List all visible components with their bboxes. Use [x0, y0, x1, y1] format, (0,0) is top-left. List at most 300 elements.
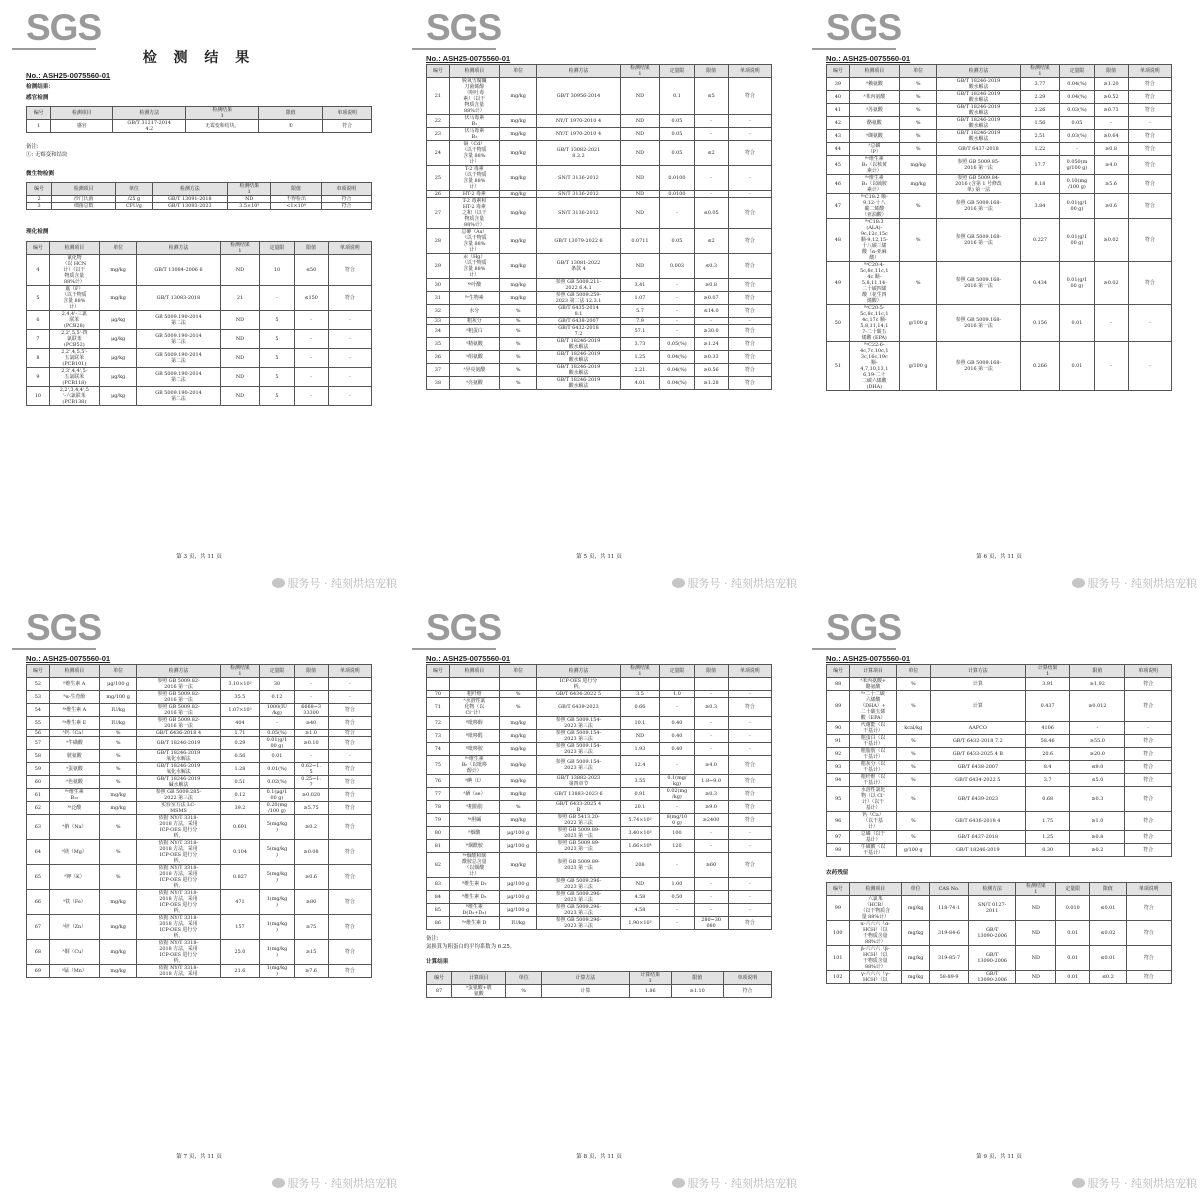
table-cell: 25.0	[220, 940, 260, 965]
table-cell: ≥0.2	[1070, 844, 1125, 857]
table-cell: ≥0.8	[1094, 143, 1128, 156]
table-cell: ᴬ粗蛋白	[449, 325, 499, 338]
table-row	[427, 115, 772, 128]
table-cell: 0.050(m g/100 g)	[1060, 156, 1094, 175]
results-table	[426, 64, 772, 390]
table-cell: 1.56	[1020, 117, 1060, 130]
table-cell: -	[328, 368, 371, 387]
table-row	[827, 896, 1172, 921]
table-cell: 7.9	[620, 318, 660, 325]
table-cell: -	[694, 827, 728, 840]
table-cell: SN/T 0127- 2011	[968, 896, 1016, 921]
column-header: 单项说明	[1126, 883, 1171, 896]
table-cell: 符合	[1125, 774, 1172, 787]
column-header: 编号	[827, 883, 850, 896]
table-row	[27, 750, 372, 763]
table-row	[827, 143, 1172, 156]
table-cell: ND	[620, 141, 660, 166]
table-row	[427, 305, 772, 318]
table-row	[27, 387, 372, 406]
table-row	[427, 853, 772, 878]
table-cell: 96	[827, 812, 850, 831]
table-cell: 85	[427, 904, 450, 917]
table-header-row	[427, 972, 772, 985]
logo-underline	[12, 48, 96, 50]
table-cell: 符合	[328, 286, 371, 311]
table-cell: 1.25	[620, 351, 660, 364]
table-cell: GB 5009.190-2014 第二法	[137, 349, 220, 368]
table-row	[827, 156, 1172, 175]
table-cell: mg/kg	[499, 78, 537, 115]
table-cell: 49	[827, 262, 850, 305]
table-row	[827, 761, 1172, 774]
table-cell: ND	[220, 255, 260, 286]
table-cell: -	[660, 904, 694, 917]
table-cell: 3.7	[1025, 774, 1069, 787]
page-footer: 第 5 页，共 11 页	[576, 554, 622, 560]
table-cell: -	[294, 691, 328, 704]
table-cell: GB/T 13081-2022 条款 4	[537, 254, 620, 279]
table-cell: ND	[220, 387, 260, 406]
table-cell: ᴬ精氨酸	[449, 338, 499, 351]
column-header: 单位	[99, 242, 137, 255]
table-cell: ND	[220, 368, 260, 387]
table-cell: IU/kg	[99, 704, 137, 717]
table-cell: %	[99, 840, 137, 865]
table-cell: 参照 GB 5009.89- 2023 第一法	[537, 840, 620, 853]
table-cell: AAFCO	[930, 722, 1025, 735]
table-cell: CFU/g	[116, 203, 153, 210]
table-cell: 66	[27, 890, 50, 915]
table-row	[427, 814, 772, 827]
table-cell: ≥0.64	[1094, 130, 1128, 143]
table-cell: μg/kg	[99, 368, 137, 387]
table-cell: 符合	[1128, 219, 1171, 262]
table-cell: ≤0.3	[694, 254, 728, 279]
table-cell: ≥0.3	[1070, 787, 1125, 812]
table-cell: 符合	[328, 763, 371, 776]
table-cell: 符合	[728, 338, 771, 351]
table-row	[27, 940, 372, 965]
table-cell: T-2 毒素和 HT-2 毒素 之和（以干 物质含量 88%计）	[449, 198, 499, 229]
table-cell: 脱氧雪腐镰 刀菌烯醇 （呕吐毒 素）（以干 物质含量 88%计）	[449, 78, 499, 115]
table-cell: mg/kg	[99, 802, 137, 815]
table-cell: mg/kg	[499, 254, 537, 279]
table-cell: 58	[27, 750, 50, 763]
table-cell: %	[899, 194, 937, 219]
table-cell: 符合	[728, 254, 771, 279]
table-cell: mg/kg	[499, 166, 537, 191]
table-cell: -	[728, 904, 771, 917]
table-row	[27, 330, 372, 349]
table-row	[427, 78, 772, 115]
table-cell: 0.01(%)	[260, 763, 294, 776]
table-cell: 157	[220, 915, 260, 940]
table-cell: 0.56	[220, 750, 260, 763]
table-cell: 代谢能（以 干基计）	[850, 722, 897, 735]
wechat-icon	[672, 1178, 685, 1188]
table-cell: mg/kg	[99, 890, 137, 915]
watermark-text: 服务号 · 纯刻烘焙宠粮	[287, 1177, 397, 1190]
table-cell: ≥0.012	[1070, 691, 1125, 722]
table-cell: -	[694, 166, 728, 191]
table-cell: 2.26	[1020, 104, 1060, 117]
table-cell: GB/T 18246-2019 酸水解法	[937, 117, 1020, 130]
table-cell: GB/T 18246-2019 酸水解法	[537, 377, 620, 390]
table-cell: 118-74-1	[930, 896, 969, 921]
table-cell: 参照 GB 5009.85- 2016 第一法	[937, 156, 1020, 175]
table-cell: 0.01	[1060, 342, 1094, 391]
table-cell: 48	[827, 219, 850, 262]
table-cell: 0.91	[620, 788, 660, 801]
table-cell: 符合	[1126, 921, 1171, 946]
table-cell: ᴿˢ维生素 E	[49, 717, 99, 730]
table-row	[827, 262, 1172, 305]
table-cell: GB/T 18246-2019 酸水解法	[937, 91, 1020, 104]
column-header: 单位	[896, 665, 930, 678]
table-cell: ≤0.02	[1090, 921, 1126, 946]
column-header: 单项说明	[728, 665, 771, 678]
table-cell: 3.55	[620, 775, 660, 788]
table-cell: 参照 GB 5009.89- 2023 第一法	[537, 853, 620, 878]
table-cell: %	[899, 117, 937, 130]
table-cell: ≥0.020	[294, 789, 328, 802]
table-row	[827, 748, 1172, 761]
table-cell: 33	[427, 318, 450, 325]
table-cell: ≤2	[694, 141, 728, 166]
column-header: 限值	[1070, 665, 1125, 678]
table-cell: GB/T 6436-2018 4	[137, 730, 220, 737]
table-cell: mg/kg	[901, 946, 929, 971]
table-cell: 氰化物 （以 HCN 计）（以干 物质含量 88%计）	[49, 255, 99, 286]
table-cell: mg/kg	[499, 292, 537, 305]
table-cell: GB/T 13084-2006 6	[137, 255, 220, 286]
table-cell: 0.437	[1025, 691, 1069, 722]
column-header: 限值	[1094, 65, 1128, 78]
table-cell: 1.22	[1020, 143, 1060, 156]
table-cell: 3.84	[1020, 194, 1060, 219]
table-cell: 0.01(g/1 00 g)	[1060, 194, 1094, 219]
watermark	[672, 575, 798, 591]
table-cell: 37	[427, 364, 450, 377]
table-cell: 97	[827, 831, 850, 844]
table-cell: 21	[427, 78, 450, 115]
column-header: 计算结果 1	[629, 972, 671, 985]
page-footer: 第 3 页，共 11 页	[176, 554, 222, 560]
table-cell: ᴿˢC20:5- 5c,8c,11c,1 4c,17c 顺- 5,8,11,14,1 7-二十碳五 烯酸 (EPA)	[849, 305, 899, 342]
table-cell: 20.6	[1025, 748, 1069, 761]
sgs-logo: SGS	[826, 607, 902, 648]
column-header: 检测结果 1	[228, 183, 271, 196]
table-cell: mg/kg	[901, 896, 929, 921]
logo-underline	[12, 648, 96, 650]
table-cell: 60	[27, 776, 50, 789]
table-row	[827, 342, 1172, 391]
table-cell: 63	[27, 815, 50, 840]
table-cell: 5	[260, 349, 294, 368]
table-row	[427, 377, 772, 390]
column-header: 检测结果 1	[220, 665, 260, 678]
table-cell: ≥60	[694, 853, 728, 878]
table-cell: ᴬ色氨酸	[49, 776, 99, 789]
table-cell: ᴿˢ二十二碳 六烯酸 （DHA）+ 二十碳五烯 酸（EPA）	[850, 691, 897, 722]
table-cell: -	[294, 349, 328, 368]
table-cell: ᴿˢ维生素 B₂（以核黄 素计）	[849, 156, 899, 175]
table-cell: %	[899, 143, 937, 156]
table-cell: 51	[827, 342, 850, 391]
table-cell: %	[899, 219, 937, 262]
table-cell: mg/kg	[499, 788, 537, 801]
table-cell: 92	[827, 748, 850, 761]
table-cell: 符合	[728, 351, 771, 364]
table-row	[427, 698, 772, 717]
column-header: 单项说明	[323, 107, 372, 120]
table-cell: 0.68	[1025, 787, 1069, 812]
table-cell: μg/kg	[99, 311, 137, 330]
table-cell: 34	[427, 325, 450, 338]
table-cell: ≤0.01	[1090, 946, 1126, 971]
table-cell: ᴬ铁（Fe）	[49, 890, 99, 915]
table-cell: 3.5×10³	[228, 203, 271, 210]
column-header: 定量限	[260, 242, 294, 255]
table-cell: mg/kg	[499, 229, 537, 254]
table-cell: ≥2400	[694, 814, 728, 827]
table-cell: mg/kg	[901, 921, 929, 946]
column-header: 计算项目	[452, 972, 506, 985]
column-header: 限值	[271, 183, 321, 196]
column-header: 检测结果 1	[220, 242, 260, 255]
table-cell: -	[728, 717, 771, 730]
table-cell: -	[1094, 342, 1128, 391]
table-cell: GB/T 18246-2019 氧化水解法	[137, 763, 220, 776]
table-cell: -	[328, 750, 371, 763]
table-cell: %	[99, 730, 137, 737]
column-header: 计算方法	[930, 665, 1025, 678]
table-cell: -	[328, 691, 371, 704]
table-cell: GB/T 6434-2022 5	[537, 691, 620, 698]
sgs-logo: SGS	[826, 7, 902, 48]
page-panel-5	[400, 0, 800, 600]
table-cell: ≤0.05	[694, 198, 728, 229]
table-cell: 27	[427, 198, 450, 229]
column-header: 检测项目	[49, 242, 99, 255]
column-header: 检测方法	[113, 107, 186, 120]
table-cell: ᴬ异亮氨酸	[449, 364, 499, 377]
table-cell: ≤5.0	[1070, 774, 1125, 787]
table-row	[827, 691, 1172, 722]
table-cell: 21	[220, 286, 260, 311]
table-cell: ᴬ赖氨酸	[849, 78, 899, 91]
column-header: 单项说明	[728, 65, 771, 78]
table-cell: 符合	[1128, 78, 1171, 91]
column-header: 单位	[499, 665, 537, 678]
table-cell: 5	[27, 286, 50, 311]
table-cell: 94	[827, 774, 850, 787]
table-cell: 2.21	[620, 364, 660, 377]
table-row	[27, 255, 372, 286]
table-row	[427, 128, 772, 141]
table-cell: ᴿˢC18:3 (ALA)- 9c,12c,15c 顺-9,12,15- 十八碳三烯 酸（α-亚麻 酸）	[849, 219, 899, 262]
table-cell: 六氯苯 （HCB） （以干物质含 量 88%计）	[849, 896, 901, 921]
table-cell: 35	[427, 338, 450, 351]
table-cell: ᴬ蛋氨酸+胱 氨酸	[452, 985, 506, 998]
table-cell: 参照 GB 5009.259- 2023 第二法 12.3.1	[537, 292, 620, 305]
table-row	[27, 311, 372, 330]
table-cell: 1.75	[1025, 812, 1069, 831]
table-header-row	[827, 665, 1172, 678]
table-cell: 471	[220, 890, 260, 915]
table-row	[27, 368, 372, 387]
column-header: 编号	[27, 107, 51, 120]
table-cell: 41	[827, 104, 850, 117]
table-cell: 0.03(%)	[1060, 104, 1094, 117]
watermark	[1072, 575, 1198, 591]
table-cell: 符合	[1126, 971, 1171, 984]
table-cell: 1.25	[1025, 831, 1069, 844]
table-cell: 参照 GB 5009.296- 2023 第三法	[537, 891, 620, 904]
table-cell: 0.04(%)	[1060, 91, 1094, 104]
table-cell: 符合	[1125, 735, 1172, 748]
table-cell: %	[506, 985, 542, 998]
table-cell: HT-2 毒素	[449, 191, 499, 198]
table-cell: GB/T 18246-2019 酸水解法	[537, 338, 620, 351]
table-row	[27, 730, 372, 737]
table-cell: GB/T 13090-2006	[968, 946, 1016, 971]
table-cell: 符合	[1125, 787, 1172, 812]
calc-table	[826, 664, 1172, 857]
table-cell: GB/T 18246-2019 酸水解法	[937, 130, 1020, 143]
table-cell: 粗纤维（以 干基计）	[850, 774, 897, 787]
table-cell: ≥0.8	[694, 279, 728, 292]
table-cell: -	[660, 801, 694, 814]
table-cell: -	[1060, 143, 1094, 156]
table-cell: 符合	[328, 776, 371, 789]
table-row	[27, 737, 372, 750]
table-cell: mg/kg	[899, 175, 937, 194]
table-row	[427, 279, 772, 292]
sgs-logo: SGS	[426, 7, 502, 48]
table-cell: ≥0.02	[1094, 219, 1128, 262]
table-cell: 5	[260, 387, 294, 406]
table-cell: 88	[827, 678, 850, 691]
table-row	[427, 904, 772, 917]
table-cell: GB/T 6439-2023	[930, 787, 1025, 812]
table-cell: ᴬ锌（Zn）	[49, 915, 99, 940]
page-panel-8	[400, 600, 800, 1200]
column-header: 编号	[427, 65, 450, 78]
column-header: 单位	[99, 665, 137, 678]
table-cell: 计算	[930, 678, 1025, 691]
table-cell: %	[99, 763, 137, 776]
table-cell: -	[660, 305, 694, 318]
table-header-row	[427, 665, 772, 678]
table-row	[827, 946, 1172, 971]
table-cell: NY/T 1970-2010 4	[537, 115, 620, 128]
table-cell: 0.12	[220, 789, 260, 802]
table-cell: 参照 GB 5009.82- 2016 第一法	[137, 691, 220, 704]
table-cell: 2	[27, 196, 52, 203]
table-cell: 64	[27, 840, 50, 865]
table-cell: -	[694, 318, 728, 325]
table-cell: α-六六六（α- HCH）（以 干物质含量 88%计）	[849, 921, 901, 946]
table-cell: 计算	[541, 985, 629, 998]
table-cell: ᴬ苯丙氨酸+ 酪氨酸	[850, 678, 897, 691]
table-row	[27, 840, 372, 865]
table-cell: -	[660, 853, 694, 878]
table-row	[827, 219, 1172, 262]
table-cell: 2,2',4,5,5'- 五氯联苯 (PCB101)	[49, 349, 99, 368]
column-header: 计算项目	[850, 665, 897, 678]
table-cell: μg/100 g	[499, 904, 537, 917]
table-cell: 39.2	[220, 802, 260, 815]
table-cell: 3.10×10³	[220, 678, 260, 691]
table-row	[27, 203, 372, 210]
table-cell: 镉（Cd） （以干物质 含量 88% 计）	[449, 141, 499, 166]
table-cell: 参照 GB 5009.168- 2016 第一法	[937, 194, 1020, 219]
table-cell: 符合	[1128, 104, 1171, 117]
table-cell: 总磷（以干 基计）	[850, 831, 897, 844]
table-cell: 符合	[1125, 812, 1172, 831]
table-cell: ᴿˢC20:4- 5c,8c,11c,1 4c 顺- 5,8,11,14- 二十碳四烯 酸（花生四 烯酸）	[849, 262, 899, 305]
table-cell: -	[728, 128, 771, 141]
table-row	[27, 915, 372, 940]
table-cell: 74	[427, 743, 450, 756]
table-cell: 89	[827, 691, 850, 722]
table-cell: 符合	[1128, 143, 1171, 156]
table-cell: 78	[427, 801, 450, 814]
table-cell: ND	[1016, 921, 1056, 946]
watermark-text: 服务号 · 纯刻烘焙宠粮	[1087, 577, 1197, 590]
table-cell: 符合	[1125, 748, 1172, 761]
column-header: 单位	[899, 65, 937, 78]
table-cell: 1.71	[220, 730, 260, 737]
table-cell: ≤2	[694, 229, 728, 254]
table-cell: 0.05	[660, 128, 694, 141]
table-cell: 82	[427, 853, 450, 878]
table-row	[27, 865, 372, 890]
table-row	[27, 120, 372, 133]
table-cell: -	[328, 330, 371, 349]
table-cell: ND	[620, 878, 660, 891]
table-cell: 5(mg/kg )	[260, 815, 294, 840]
table-cell: 符合	[1128, 156, 1171, 175]
table-cell: 0.05(%)	[260, 730, 294, 737]
table-cell: ᴬ碘（I）	[449, 775, 499, 788]
table-cell: -	[728, 318, 771, 325]
table-cell: 319-84-6	[930, 921, 969, 946]
table-cell: 0.691	[220, 815, 260, 840]
table-cell: %	[899, 104, 937, 117]
logo-underline	[812, 48, 896, 50]
table-cell: 0.01(g/1 00 g)	[260, 737, 294, 750]
table-cell: 4.01	[620, 377, 660, 390]
table-cell: 10	[260, 255, 294, 286]
table-cell: 12.4	[620, 756, 660, 775]
table-cell: 符合	[728, 788, 771, 801]
table-cell: ᴿˢ生物素	[449, 292, 499, 305]
table-cell: ≥0.02	[1094, 262, 1128, 305]
column-header: 检测项目	[849, 883, 901, 896]
table-cell: 符合	[328, 840, 371, 865]
table-cell: 1.0	[660, 691, 694, 698]
table-cell: -	[1128, 117, 1171, 130]
column-header: 定量限	[1056, 883, 1090, 896]
table-cell: 0.1(μg/1 00 g)	[260, 789, 294, 802]
table-row	[27, 815, 372, 840]
column-header: 限值	[294, 242, 328, 255]
table-cell: 31	[427, 292, 450, 305]
table-row	[27, 965, 372, 978]
